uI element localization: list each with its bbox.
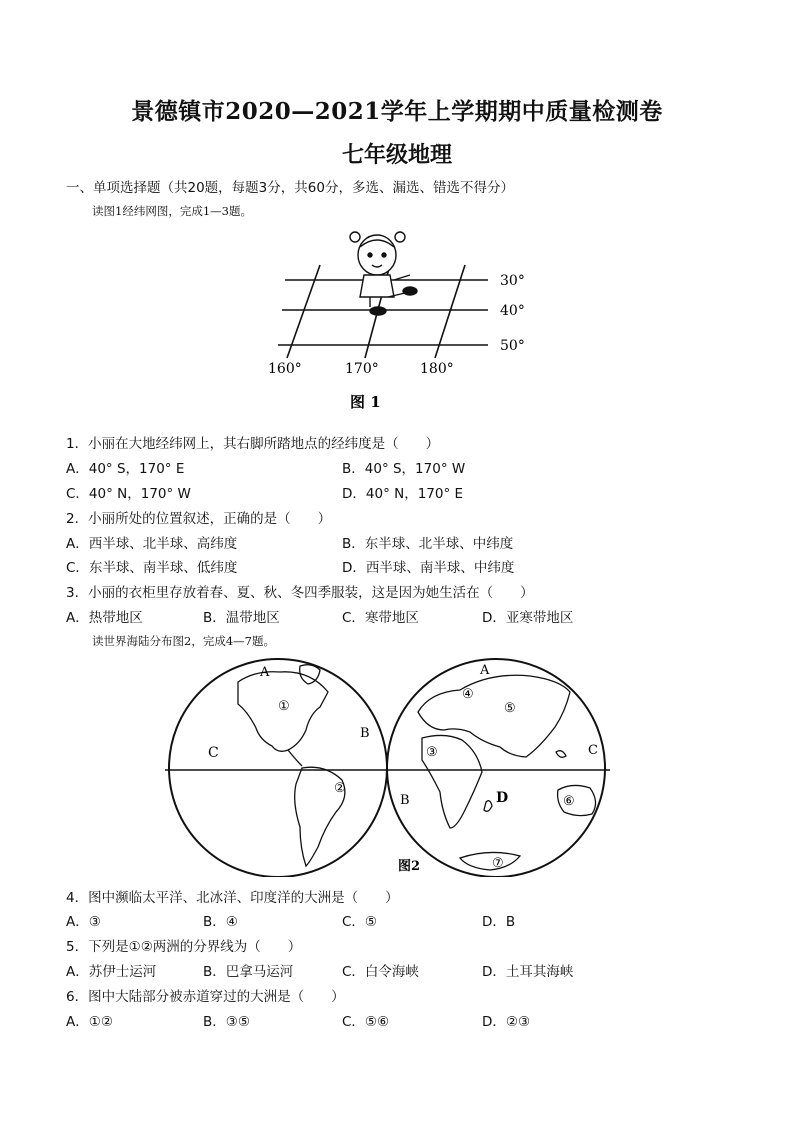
q3-option-d[interactable]: D．亚寒带地区 (482, 610, 574, 626)
lon-label-180: 180° (420, 361, 454, 377)
question-6-stem: 6．图中大陆部分被赤道穿过的大洲是（ ） (66, 989, 345, 1005)
q1-option-d[interactable]: D．40° N，170° E (342, 486, 464, 502)
label-b-left: B (360, 726, 370, 741)
q1-option-a[interactable]: A．40° S，170° E (66, 461, 185, 477)
figure1-intro: 读图1经纬网图，完成1—3题。 (92, 204, 252, 218)
q1-option-c[interactable]: C．40° N，170° W (66, 486, 191, 502)
lat-label-40: 40° (500, 303, 525, 319)
question-3-stem: 3．小丽的衣柜里存放着春、夏、秋、冬四季服装，这是因为她生活在（ ） (66, 585, 534, 601)
q4-option-c[interactable]: C．⑤ (342, 914, 378, 930)
question-4-stem: 4．图中濒临太平洋、北冰洋、印度洋的大洲是（ ） (66, 890, 399, 906)
label-continent-1: ① (278, 699, 290, 714)
lat-label-30: 30° (500, 273, 525, 289)
label-continent-7: ⑦ (492, 856, 504, 871)
q6-option-c[interactable]: C．⑤⑥ (342, 1014, 390, 1030)
q3-option-a[interactable]: A．热带地区 (66, 610, 143, 626)
q1-option-b[interactable]: B．40° S，170° W (342, 461, 466, 477)
label-continent-4: ④ (462, 687, 474, 702)
label-continent-2: ② (334, 781, 346, 796)
figure1-graticule (260, 225, 540, 420)
girl-illustration (350, 232, 417, 315)
label-c-left: C (208, 745, 219, 761)
figure2-intro: 读世界海陆分布图2，完成4—7题。 (92, 634, 275, 648)
q2-option-b[interactable]: B．东半球、北半球、中纬度 (342, 536, 514, 552)
q5-option-a[interactable]: A．苏伊士运河 (66, 964, 157, 980)
question-1-stem: 1．小丽在大地经纬网上，其右脚所踏地点的经纬度是（ ） (66, 436, 440, 452)
q2-option-d[interactable]: D．西半球、南半球、中纬度 (342, 560, 515, 576)
page-title: 景德镇市2020—2021学年上学期期中质量检测卷 (131, 98, 663, 125)
label-continent-3: ③ (426, 745, 438, 760)
figure2-world-map (160, 652, 620, 877)
lon-label-170: 170° (345, 361, 379, 377)
label-continent-5: ⑤ (504, 701, 516, 716)
label-c-right: C (588, 743, 598, 758)
q3-option-c[interactable]: C．寒带地区 (342, 610, 419, 626)
page-subtitle: 七年级地理 (341, 142, 452, 168)
lon-label-160: 160° (268, 361, 302, 377)
question-5-stem: 5．下列是①②两洲的分界线为（ ） (66, 939, 302, 955)
q6-option-a[interactable]: A．①② (66, 1014, 113, 1030)
lat-label-50: 50° (500, 338, 525, 354)
q4-option-d[interactable]: D．B (482, 914, 516, 930)
q2-option-a[interactable]: A．西半球、北半球、高纬度 (66, 536, 238, 552)
label-a-right: A (480, 663, 490, 678)
q6-option-d[interactable]: D．②③ (482, 1014, 531, 1030)
q3-option-b[interactable]: B．温带地区 (203, 610, 280, 626)
question-2-stem: 2．小丽所处的位置叙述，正确的是（ ） (66, 511, 332, 527)
q4-option-a[interactable]: A．③ (66, 914, 101, 930)
label-b-right: B (400, 793, 410, 808)
section-heading: 一、单项选择题（共20题，每题3分，共60分，多选、漏选、错选不得分） (66, 180, 514, 196)
q4-option-b[interactable]: B．④ (203, 914, 238, 930)
q5-option-b[interactable]: B．巴拿马运河 (203, 964, 294, 980)
q2-option-c[interactable]: C．东半球、南半球、低纬度 (66, 560, 238, 576)
q5-option-d[interactable]: D．土耳其海峡 (482, 964, 574, 980)
figure1-caption: 图 1 (350, 393, 381, 411)
q5-option-c[interactable]: C．白令海峡 (342, 964, 419, 980)
label-continent-6: ⑥ (563, 794, 575, 809)
label-a-left: A (260, 665, 270, 680)
q6-option-b[interactable]: B．③⑤ (203, 1014, 250, 1030)
label-d-right: D (496, 790, 509, 806)
figure2-caption: 图2 (398, 859, 421, 874)
